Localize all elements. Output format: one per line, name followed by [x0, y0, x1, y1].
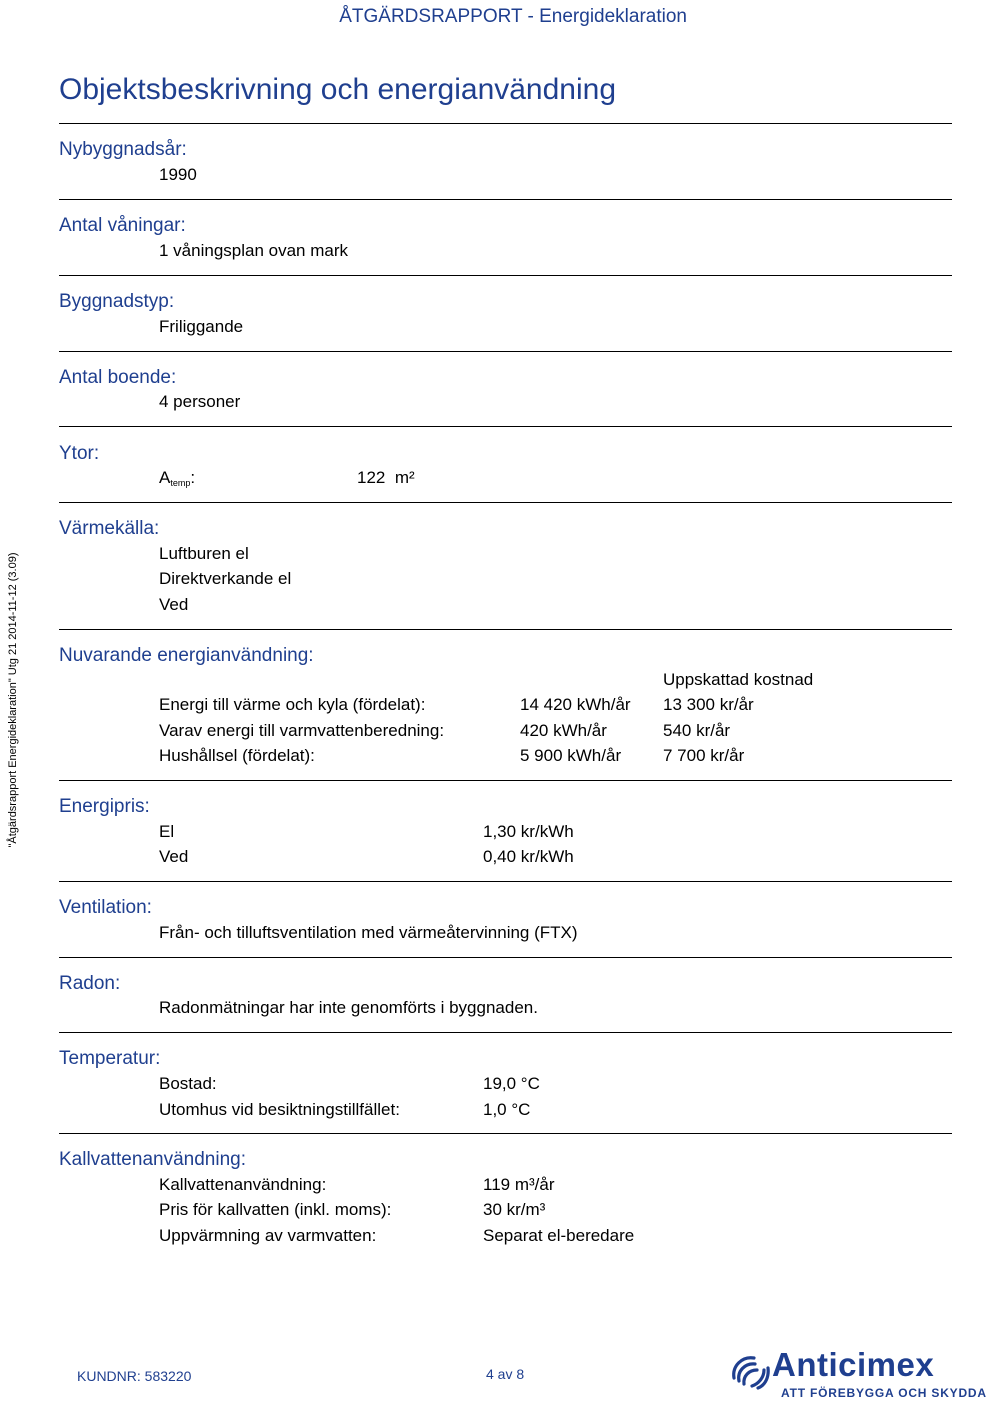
- page-title: Objektsbeskrivning och energianvändning: [59, 73, 617, 106]
- energipris-row-name: Ved: [159, 847, 189, 866]
- varmekalla-item: Direktverkande el: [159, 569, 292, 588]
- kallvatten-row-value: Separat el-beredare: [483, 1226, 635, 1245]
- energy-row-energy: 420 kWh/år: [520, 721, 607, 740]
- divider: [59, 780, 952, 781]
- sidebar-version-text: "Åtgärdsrapport Energideklaration" Utg 21 2014-11-12 (3.09): [7, 552, 19, 848]
- antal-boende-label: Antal boende:: [59, 367, 177, 388]
- kallvatten-row-value: 119 m³/år: [483, 1175, 555, 1194]
- divider: [59, 629, 952, 630]
- energy-row-name: Varav energi till varmvattenberedning:: [159, 721, 445, 740]
- divider: [59, 426, 952, 427]
- energipris-row-price: 0,40 kr/kWh: [483, 847, 574, 866]
- temperatur-row-value: 19,0 °C: [483, 1074, 540, 1093]
- energy-row-cost: 540 kr/år: [663, 721, 731, 740]
- temperatur-label: Temperatur:: [59, 1048, 161, 1069]
- divider: [59, 881, 952, 882]
- ventilation-label: Ventilation:: [59, 897, 152, 918]
- byggnadstyp-value: Friliggande: [159, 317, 244, 336]
- energy-row-cost: 7 700 kr/år: [663, 746, 745, 765]
- temperatur-row-name: Utomhus vid besiktningstillfället:: [159, 1100, 400, 1119]
- antal-vaningar-value: 1 våningsplan ovan mark: [159, 241, 349, 260]
- atemp-colon: :: [190, 468, 196, 487]
- varmekalla-item: Luftburen el: [159, 544, 249, 563]
- temperatur-row-name: Bostad:: [159, 1074, 217, 1093]
- kallvatten-label: Kallvattenanvändning:: [59, 1149, 246, 1170]
- divider: [59, 275, 952, 276]
- kallvatten-row-value: 30 kr/m³: [483, 1200, 546, 1219]
- energipris-label: Energipris:: [59, 796, 150, 817]
- divider: [59, 1032, 952, 1033]
- radon-label: Radon:: [59, 973, 121, 994]
- energipris-row-name: El: [159, 822, 175, 841]
- atemp-letter: A: [159, 468, 171, 487]
- kallvatten-row-name: Pris för kallvatten (inkl. moms):: [159, 1200, 392, 1219]
- cost-header: Uppskattad kostnad: [663, 670, 814, 689]
- ytor-label: Ytor:: [59, 443, 100, 464]
- kallvatten-row-name: Uppvärmning av varmvatten:: [159, 1226, 377, 1245]
- antal-vaningar-label: Antal våningar:: [59, 215, 186, 236]
- report-header: ÅTGÄRDSRAPPORT - Energideklaration: [339, 6, 687, 27]
- energipris-row-price: 1,30 kr/kWh: [483, 822, 574, 841]
- logo-wordmark: Anticimex: [772, 1346, 935, 1383]
- energy-row-cost: 13 300 kr/år: [663, 695, 754, 714]
- nybyggnadsar-label: Nybyggnadsår:: [59, 139, 187, 160]
- atemp-number: 122: [357, 468, 386, 487]
- radon-value: Radonmätningar har inte genomförts i byggnaden.: [159, 998, 538, 1017]
- atemp-label: [159, 468, 195, 488]
- nybyggnadsar-value: 1990: [159, 165, 197, 184]
- ventilation-value: Från- och tilluftsventilation med värmeåtervinning (FTX): [159, 923, 578, 942]
- divider: [59, 123, 952, 124]
- energy-row-name: Energi till värme och kyla (fördelat):: [159, 695, 426, 714]
- divider: [59, 957, 952, 958]
- divider: [59, 1133, 952, 1134]
- divider: [59, 199, 952, 200]
- temperatur-row-value: 1,0 °C: [483, 1100, 531, 1119]
- varmekalla-item: Ved: [159, 595, 189, 614]
- energy-row-name: Hushållsel (fördelat):: [159, 746, 315, 765]
- energy-row-energy: 14 420 kWh/år: [520, 695, 631, 714]
- page-number: 4 av 8: [486, 1366, 525, 1382]
- logo-tagline: ATT FÖREBYGGA OCH SKYDDA: [781, 1386, 987, 1400]
- varmekalla-label: Värmekälla:: [59, 518, 160, 539]
- energy-row-energy: 5 900 kWh/år: [520, 746, 622, 765]
- kallvatten-row-name: Kallvattenanvändning:: [159, 1175, 327, 1194]
- antal-boende-value: 4 personer: [159, 392, 241, 411]
- atemp-subscript: temp: [170, 478, 191, 488]
- energianvandning-label: Nuvarande energianvändning:: [59, 645, 314, 666]
- byggnadstyp-label: Byggnadstyp:: [59, 291, 175, 312]
- divider: [59, 502, 952, 503]
- anticimex-swirl-icon: [728, 1350, 770, 1392]
- atemp-unit: m²: [394, 468, 415, 487]
- atemp-value: [357, 468, 415, 488]
- customer-number: KUNDNR: 583220: [77, 1368, 192, 1384]
- divider: [59, 351, 952, 352]
